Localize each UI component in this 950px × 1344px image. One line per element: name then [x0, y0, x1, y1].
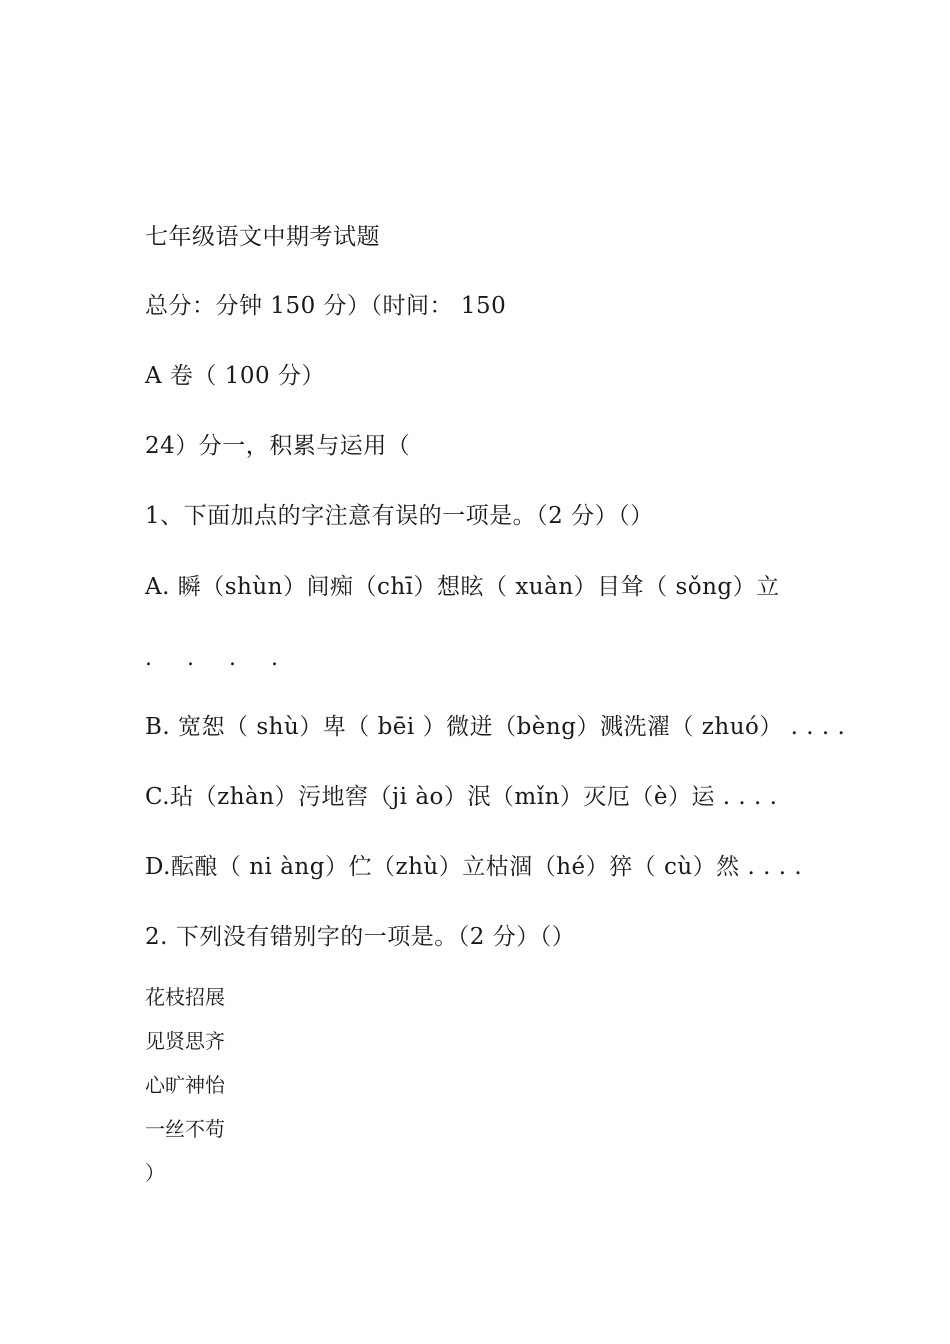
question-1-option-b: B. 宽恕（ shù）卑（ bēi ）微迸（bèng）溅洗濯（ zhuó） . . . . [145, 714, 846, 740]
question-2-item: 见贤思齐 [145, 1029, 225, 1053]
question-1-option-a: A. 瞬（shùn）间痴（chī）想眩（ xuàn）目耸（ sǒng）立 [145, 574, 780, 600]
section-a-heading: A 卷（ 100 分） [145, 363, 325, 389]
part-one-heading: 24）分一，积累与运用（ [145, 433, 411, 459]
question-2-item: 花枝招展 [145, 985, 225, 1009]
question-2-item: 一丝不苟 [145, 1117, 225, 1141]
question-1-option-a-emphasis-dots: . . . . [145, 646, 292, 671]
question-2-item: 心旷神怡 [145, 1073, 225, 1097]
exam-title: 七年级语文中期考试题 [145, 224, 380, 250]
question-1-option-d: D.酝酿（ ni àng）伫（zhù）立枯涸（hé）猝（ cù）然 . . . . [145, 854, 803, 880]
exam-total-score: 总分：分钟 150 分）（时间： 150 [145, 293, 507, 319]
question-2-stem: 2. 下列没有错别字的一项是。（2 分）（） [145, 924, 576, 950]
question-1-stem: 1、下面加点的字注意有误的一项是。（2 分）（） [145, 503, 654, 529]
question-1-option-c: C.玷（zhàn）污地窖（ji ào）泯（mǐn）灭厄（è）运 . . . . [145, 784, 778, 810]
question-2-closing-paren: ） [145, 1161, 165, 1185]
